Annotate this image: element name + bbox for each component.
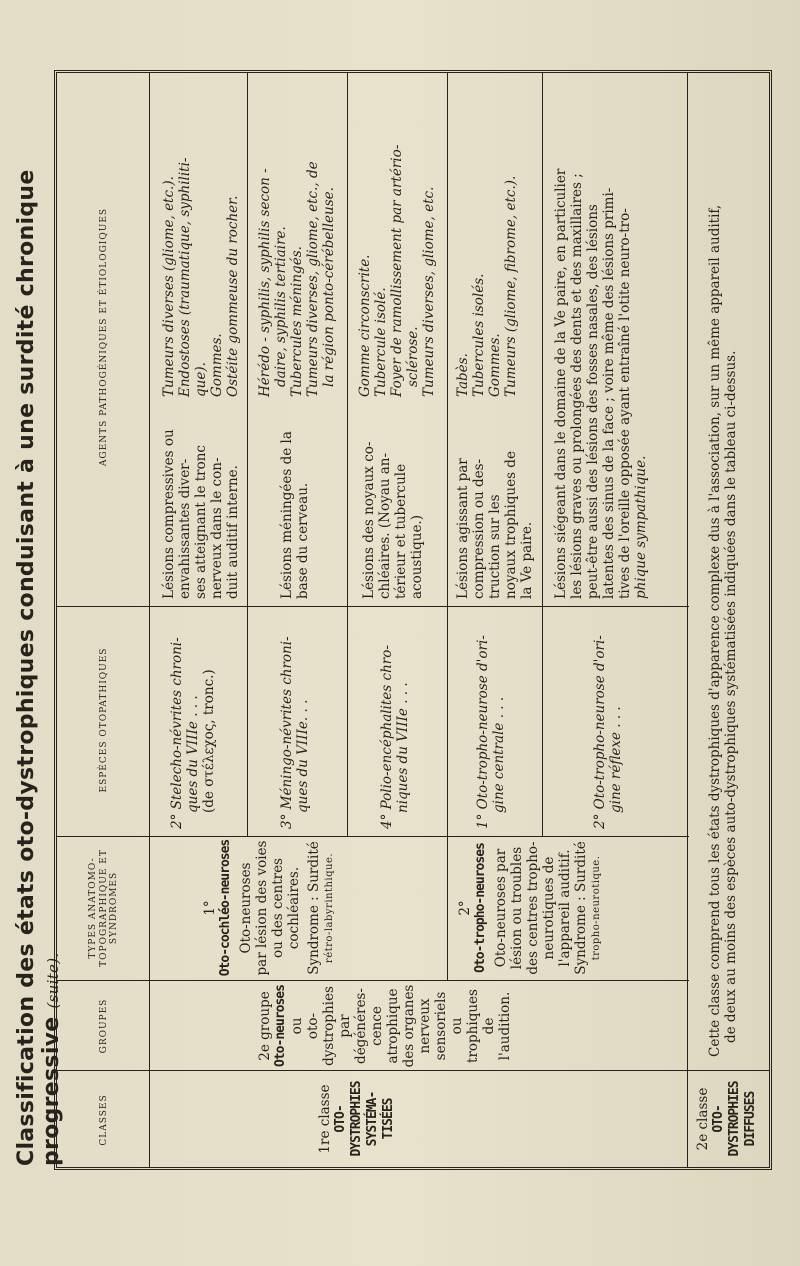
agents-gomme [357, 77, 437, 397]
title-text: Classification des états oto-dystrophiques conduisant à une surdité chronique progressive [14, 169, 64, 1166]
espece-tropho-reflexe [592, 609, 624, 829]
groupe-2-text: trophiques [465, 989, 481, 1063]
type-1-name: Oto-cochléo-neuroses [218, 839, 233, 977]
type-1-syndrome: Syndrome : Surdité [306, 841, 322, 975]
classe-2-text-line: de deux au moins des espèces auto-dystrophiques systématisées indiquées dans le tableau ci-dessus. [723, 350, 739, 1043]
type-2-desc: Oto-neuroses par [493, 848, 509, 968]
espece-line: 4° Polio-encéphalites chro- [379, 645, 395, 829]
espece-line: 2° Stelecho-névrites chroni- [169, 637, 185, 829]
row-rule [247, 73, 248, 837]
agent-line: sclérose. [405, 326, 421, 387]
row-rule [447, 73, 448, 981]
groupe-2-text: dégénéres- [353, 988, 369, 1064]
lesion-line: envahissantes diver- [177, 458, 193, 599]
espece-stelecho [169, 609, 217, 829]
agent-line: Tumeurs diverses, gliome, etc. [421, 186, 437, 397]
groupe-2 [257, 983, 513, 1069]
type-1-desc: par lésion des voies [254, 840, 270, 976]
type-2-number: 2° [457, 900, 473, 916]
lesion-line: Lésions agissant par [455, 458, 471, 599]
lesion-line: acoustique.) [409, 515, 425, 599]
lesion-line: chléaires. (Noyau an- [377, 452, 393, 599]
espece-line: 2° Oto-tropho-neurose d'ori- [592, 635, 608, 829]
lesion-line: Lésions méningées de la [279, 431, 295, 599]
lesion-line: latentes des sinus de la face ; voire même des lésions primi- [601, 187, 617, 599]
col-divider [57, 606, 689, 607]
type-2-desc: l'appareil auditif. [557, 849, 573, 967]
groupe-2-name: Oto-neuroses [273, 985, 288, 1067]
type-1-desc: cochléaires. [286, 866, 302, 950]
groupe-2-text: l'audition. [497, 991, 513, 1061]
class-rule [687, 73, 688, 1167]
agents-tumeurs [161, 77, 241, 397]
classe-1-name: SYSTÉMA- [365, 1091, 380, 1147]
type-1-number: 1° [202, 900, 218, 916]
groupe-2-text: nerveux [417, 998, 433, 1054]
lesion-line: tives de l'oreille opposée ayant entraîné l'otite neuro-tro- [617, 208, 633, 599]
classe-2-label: 2e classe [695, 1087, 711, 1151]
groupe-2-label: 2e groupe [257, 991, 273, 1061]
col-divider [57, 980, 689, 981]
lesion-line: phique sympathique. [633, 455, 649, 599]
lesions-noyaux [361, 413, 425, 599]
lesion-line: noyaux trophiques de [503, 451, 519, 599]
groupe-2-text: des organes [401, 984, 417, 1068]
lesion-line: compression ou des- [471, 458, 487, 599]
classe-1-name: OTO- [333, 1105, 348, 1133]
type-2-desc: des centres tropho- [525, 841, 541, 975]
agent-line: Tumeurs (gliome, fibrome, etc.). [503, 175, 519, 397]
classe-1-name: DYSTROPHIES [349, 1081, 364, 1157]
classe-1 [317, 1073, 397, 1165]
lesion-line: la Ve paire. [519, 521, 535, 599]
lesion-line: base du cerveau. [295, 482, 311, 599]
classe-2 [695, 1073, 759, 1165]
groupe-2-text: ou [289, 1017, 305, 1035]
groupe-2-text: dystrophies [321, 986, 337, 1066]
groupe-2-text: oto- [305, 1012, 321, 1040]
classe-2-description [707, 77, 739, 1057]
agents-tabes [455, 77, 519, 397]
header-groupes: GROUPES [98, 998, 109, 1054]
agent-line: Tubercules méningés. [289, 246, 305, 397]
col-divider [57, 1070, 769, 1071]
groupe-2-text: par [337, 1014, 353, 1038]
header-classes: CLASSES [98, 1094, 109, 1146]
row-rule [542, 73, 543, 837]
lesion-line: nerveux dans le con- [209, 457, 225, 599]
groupe-2-text: atrophique [385, 988, 401, 1064]
groupe-2-text: ou [449, 1017, 465, 1035]
type-2-desc: neurotiques de [541, 856, 557, 960]
type-2-desc: lésion ou troubles [509, 846, 525, 970]
agents-syphilis [257, 77, 337, 397]
type-1-desc: ou des centres [270, 858, 286, 959]
agent-line: Endostoses (traumatique, syphiliti- [177, 157, 193, 397]
agent-line: Tumeurs diverses (gliome, etc.). [161, 176, 177, 397]
agent-line: que). [193, 362, 209, 397]
agent-line: Ostéite gommeuse du rocher. [225, 195, 241, 397]
espece-line: ques du VIIIe . . . [185, 695, 201, 813]
lesion-line: Lésions des noyaux co- [361, 441, 377, 599]
type-2-syndrome: Syndrome : Surdité [573, 841, 589, 975]
type-1-desc: Oto-neuroses [238, 862, 254, 954]
lesion-line: ses atteignant le tronc [193, 445, 209, 599]
espece-tropho-centrale [475, 609, 507, 829]
lesion-line: Lésions siégeant dans le domaine de la Ve paire, en particulier [553, 168, 569, 599]
lesion-line: duit auditif interne. [225, 465, 241, 599]
agent-line: Hérédo - syphilis, syphilis secon - [257, 168, 273, 397]
classe-2-name: DYSTROPHIES [727, 1081, 742, 1157]
type-1 [202, 839, 338, 977]
espece-line: 3° Méningo-névrites chroni- [279, 636, 295, 829]
agent-line: Gommes. [487, 333, 503, 397]
espece-line: (de στέλεχος, tronc.) [201, 669, 217, 813]
agent-line: Tabès. [455, 353, 471, 397]
lesions-ve-paire [553, 79, 649, 599]
lesions-compressives [161, 413, 241, 599]
classe-1-label: 1re classe [317, 1084, 333, 1154]
type-2-name: Oto-tropho-neuroses [473, 843, 488, 973]
groupe-2-text: de [481, 1017, 497, 1035]
title-suffix: (suite). [44, 952, 62, 1009]
classe-2-name: OTO- [711, 1105, 726, 1133]
espece-line: niques du VIIIe . . . [395, 682, 411, 813]
lesion-line: peut-être aussi des lésions des fosses nasales, des lésions [585, 204, 601, 599]
agent-line: Gommes. [209, 333, 225, 397]
agent-line: la région ponto-cérébelleuse. [321, 187, 337, 387]
agent-line: Gomme circonscrite. [357, 254, 373, 397]
espece-line: gine centrale . . . [491, 696, 507, 813]
lesion-line: les lésions graves ou prolongées des dents et des maxillaires ; [569, 173, 585, 599]
espece-line: ques du VIIIe. . . [295, 699, 311, 813]
row-rule [347, 73, 348, 837]
type-2 [457, 839, 605, 977]
lesion-line: Lésions compressives ou [161, 429, 177, 599]
espece-meningo [279, 609, 311, 829]
classe-1-name: TISÉES [381, 1098, 396, 1140]
header-rule [149, 73, 150, 1167]
type-1-syndrome: rétro-labyrinthique. [324, 852, 335, 964]
header-types: TYPES ANATOMO-TOPOGRAPHIQUE ET SYNDROMES [87, 849, 120, 967]
lesions-meningees [279, 413, 311, 599]
lesions-compression-noyaux [455, 413, 535, 599]
header-especes: ESPÈCES OTOPATHIQUES [98, 647, 109, 793]
agent-line: Tumeurs diverses, gliome, etc., de [305, 161, 321, 397]
classe-2-text-line: Cette classe comprend tous les états dystrophiques d'apparence complexe dus à l'association, sur un même appareil auditif, [707, 204, 723, 1057]
groupe-2-text: sensoriels [433, 991, 449, 1061]
agent-line: daire, syphilis tertiaire. [273, 226, 289, 387]
agent-line: Tubercule isolé. [373, 287, 389, 397]
agent-line: Foyer de ramollissement par artério- [389, 144, 405, 397]
col-divider [57, 836, 689, 837]
header-agents: AGENTS PATHOGÉNIQUES ET ÉTIOLOGIQUES [98, 207, 109, 467]
classe-2-name: DIFFUSES [743, 1091, 758, 1147]
classification-table [54, 70, 772, 1170]
espece-polio [379, 609, 411, 829]
groupe-2-text: cence [369, 1006, 385, 1046]
type-2-syndrome: tropho-neurotique. [591, 855, 602, 961]
lesion-line: truction sur les [487, 494, 503, 599]
lesion-line: térieur et tubercule [393, 463, 409, 599]
agent-line: Tubercules isolés. [471, 273, 487, 397]
espece-line: gine réflexe . . . [608, 706, 624, 813]
espece-line: 1° Oto-tropho-neurose d'ori- [475, 635, 491, 829]
